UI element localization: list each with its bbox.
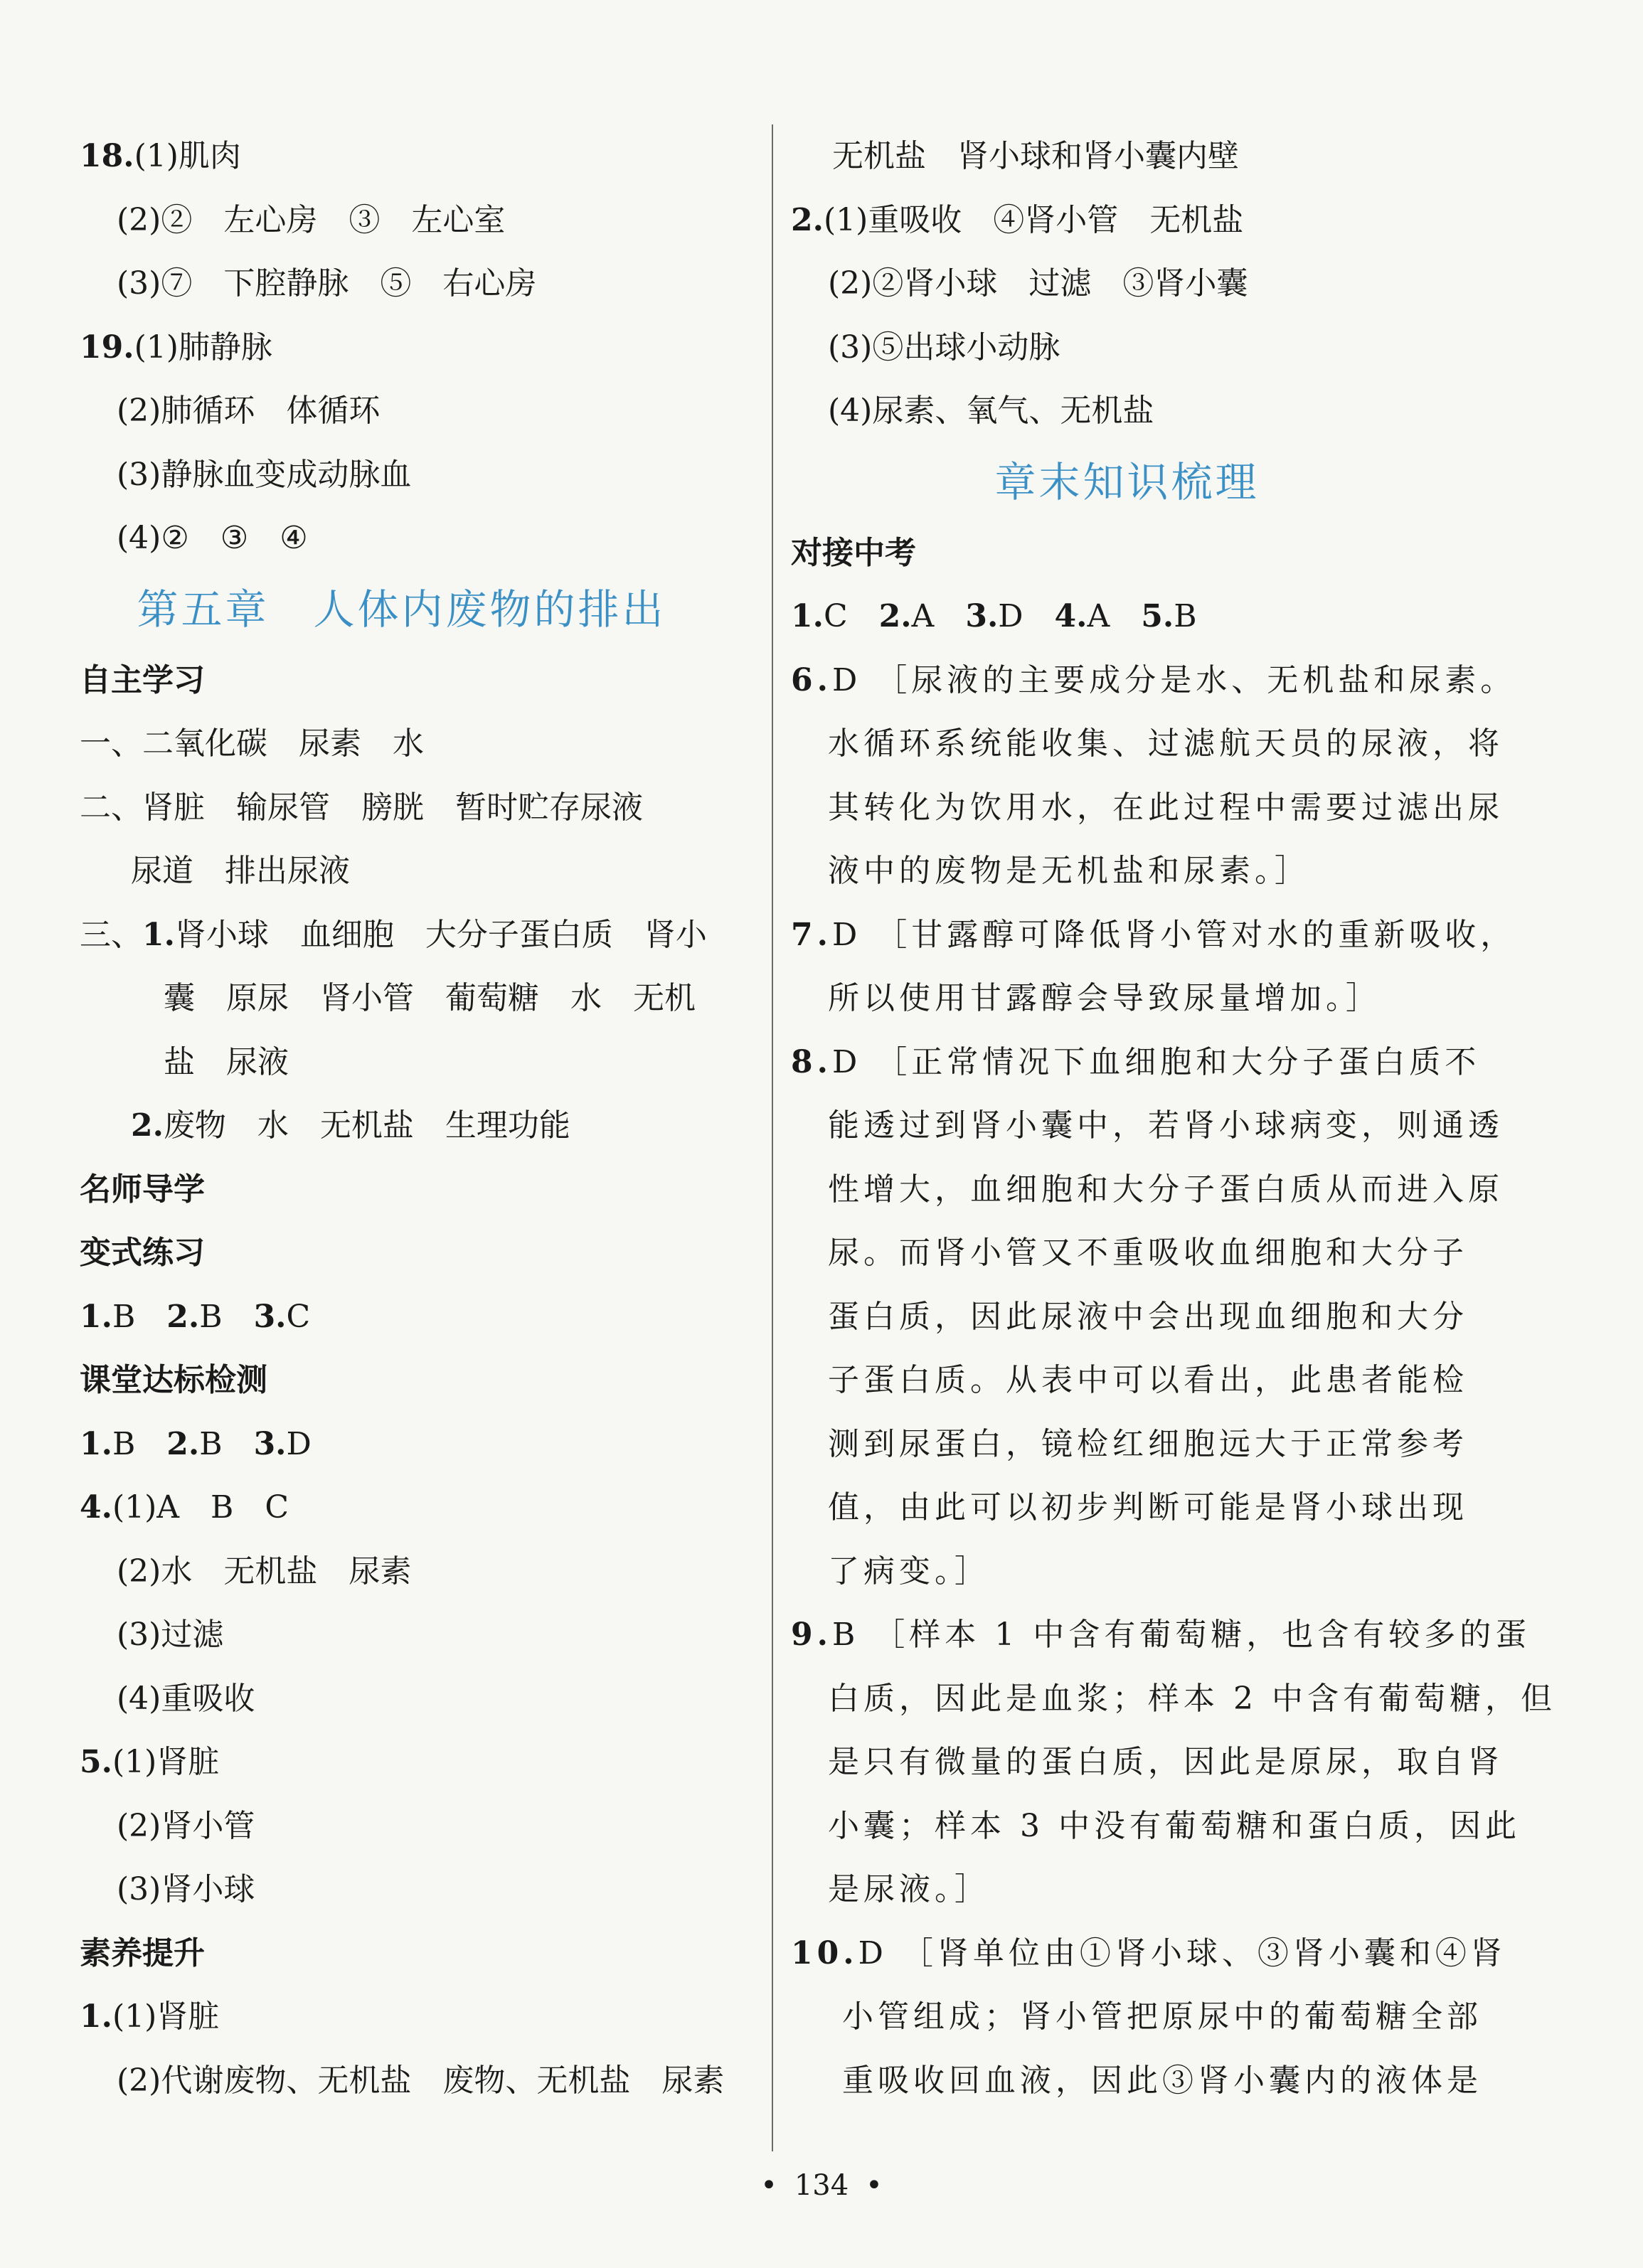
q8-line-3: 性增大，血细胞和大分子蛋白质从而进入原 bbox=[828, 1171, 1504, 1208]
q8-line-1: 8.D ［正常情况下血细胞和大分子蛋白质不 bbox=[791, 1043, 1481, 1080]
q7-line-2: 所以使用甘露醇会导致尿量增加。］ bbox=[828, 980, 1381, 1016]
section-heading-zizhu: 自主学习 bbox=[80, 661, 205, 698]
q18-line-1: 18.(1)肌肉 bbox=[80, 138, 241, 174]
q10-line-2: 小管组成；肾小管把原尿中的葡萄糖全部 bbox=[842, 1998, 1482, 2035]
section-heading-mingshi: 名师导学 bbox=[80, 1171, 205, 1208]
q2-line-3: (3)⑤出球小动脉 bbox=[828, 329, 1060, 366]
ketang-q4-line-2: (2)水 无机盐 尿素 bbox=[117, 1553, 412, 1590]
ketang-q5-line-2: (2)肾小管 bbox=[117, 1807, 255, 1844]
q9-line-3: 是只有微量的蛋白质，因此是原尿，取自肾 bbox=[828, 1744, 1504, 1780]
suyang-q1-line-2: (2)代谢废物、无机盐 废物、无机盐 尿素 bbox=[117, 2062, 725, 2099]
q19-line-4: (4)② ③ ④ bbox=[117, 520, 308, 556]
left-column bbox=[80, 124, 752, 2112]
zizhu-line-6: 盐 尿液 bbox=[164, 1043, 289, 1080]
bianshi-answers: 1.B 2.B 3.C bbox=[80, 1298, 311, 1335]
zizhu-line-2: 二、肾脏 输尿管 膀胱 暂时贮存尿液 bbox=[80, 789, 643, 826]
q8-line-9: 了病变。］ bbox=[828, 1553, 990, 1590]
ketang-q4-line-4: (4)重吸收 bbox=[117, 1680, 255, 1717]
section-heading-ketang: 课堂达标检测 bbox=[80, 1362, 267, 1398]
q7-line-1: 7.D ［甘露醇可降低肾小管对水的重新吸收， bbox=[791, 916, 1516, 953]
q2-line-2: (2)②肾小球 过滤 ③肾小囊 bbox=[828, 265, 1248, 302]
suyang-q1-line-1: 1.(1)肾脏 bbox=[80, 1998, 220, 2035]
q6-line-2: 水循环系统能收集、过滤航天员的尿液，将 bbox=[828, 725, 1504, 762]
q9-line-1: 9.B ［样本 1 中含有葡萄糖，也含有较多的蛋 bbox=[791, 1617, 1531, 1653]
q10-line-3: 重吸收回血液，因此③肾小囊内的液体是 bbox=[842, 2062, 1482, 2099]
q6-line-3: 其转化为饮用水，在此过程中需要过滤出尿 bbox=[828, 789, 1504, 826]
right-column bbox=[791, 124, 1556, 2112]
zizhu-line-5: 囊 原尿 肾小管 葡萄糖 水 无机 bbox=[164, 980, 696, 1016]
summary-title: 章末知识梳理 bbox=[994, 457, 1260, 506]
page-number: • 134 • bbox=[760, 2169, 883, 2202]
q8-line-8: 值，由此可以初步判断可能是肾小球出现 bbox=[828, 1489, 1468, 1526]
duijie-answers: 1.C 2.A 3.D 4.A 5.B bbox=[791, 598, 1197, 634]
section-heading-suyang: 素养提升 bbox=[80, 1934, 205, 1971]
q9-line-5: 是尿液。］ bbox=[828, 1871, 990, 1907]
ketang-answers: 1.B 2.B 3.D bbox=[80, 1425, 312, 1462]
q19-line-3: (3)静脉血变成动脉血 bbox=[117, 456, 412, 493]
q10-line-1: 10.D ［肾单位由①肾小球、③肾小囊和④肾 bbox=[791, 1934, 1506, 1971]
q8-line-7: 测到尿蛋白，镜检红细胞远大于正常参考 bbox=[828, 1425, 1468, 1462]
zizhu-line-4: 三、1.肾小球 血细胞 大分子蛋白质 肾小 bbox=[80, 916, 707, 953]
zizhu-line-3: 尿道 排出尿液 bbox=[131, 853, 350, 889]
section-heading-duijie: 对接中考 bbox=[791, 534, 916, 571]
q9-line-2: 白质，因此是血浆；样本 2 中含有葡萄糖，但 bbox=[828, 1680, 1556, 1717]
q6-line-1: 6.D ［尿液的主要成分是水、无机盐和尿素。 bbox=[791, 661, 1516, 698]
q18-line-2: (2)② 左心房 ③ 左心室 bbox=[117, 201, 506, 238]
continued-line: 无机盐 肾小球和肾小囊内壁 bbox=[832, 138, 1239, 174]
q9-line-4: 小囊；样本 3 中没有葡萄糖和蛋白质，因此 bbox=[828, 1807, 1521, 1844]
q18-line-3: (3)⑦ 下腔静脉 ⑤ 右心房 bbox=[117, 265, 537, 302]
q2-line-4: (4)尿素、氧气、无机盐 bbox=[828, 393, 1154, 429]
q2-line-1: 2.(1)重吸收 ④肾小管 无机盐 bbox=[791, 201, 1244, 238]
q19-line-2: (2)肺循环 体循环 bbox=[117, 393, 381, 429]
zizhu-line-7: 2.废物 水 无机盐 生理功能 bbox=[131, 1107, 570, 1144]
ketang-q5-line-1: 5.(1)肾脏 bbox=[80, 1744, 220, 1780]
ketang-q4-line-1: 4.(1)A B C bbox=[80, 1489, 289, 1526]
q8-line-2: 能透过到肾小囊中，若肾小球病变，则通透 bbox=[828, 1107, 1504, 1144]
ketang-q4-line-3: (3)过滤 bbox=[117, 1617, 224, 1653]
ketang-q5-line-3: (3)肾小球 bbox=[117, 1871, 255, 1907]
q8-line-4: 尿。而肾小管又不重吸收血细胞和大分子 bbox=[828, 1235, 1468, 1271]
q8-line-5: 蛋白质，因此尿液中会出现血细胞和大分 bbox=[828, 1298, 1468, 1335]
chapter-title: 第五章 人体内废物的排出 bbox=[137, 585, 666, 634]
subsection-heading-bianshi: 变式练习 bbox=[80, 1235, 205, 1271]
zizhu-line-1: 一、二氧化碳 尿素 水 bbox=[80, 725, 424, 762]
q8-line-6: 子蛋白质。从表中可以看出，此患者能检 bbox=[828, 1362, 1468, 1398]
q6-line-4: 液中的废物是无机盐和尿素。］ bbox=[828, 853, 1310, 889]
q19-line-1: 19.(1)肺静脉 bbox=[80, 329, 272, 366]
column-divider bbox=[772, 124, 773, 2151]
